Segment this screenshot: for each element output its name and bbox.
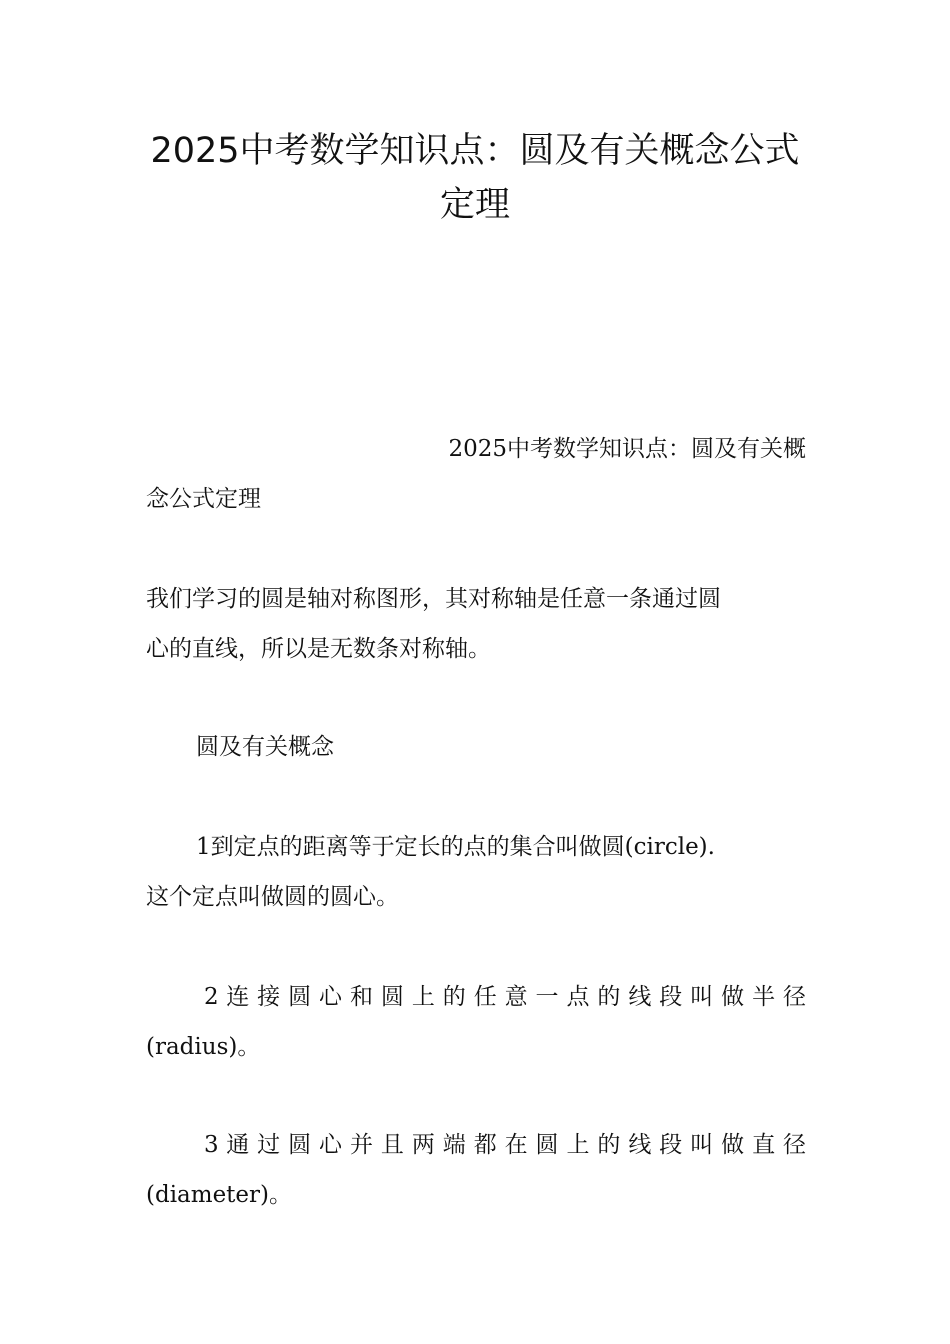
- subtitle-line-2: 念公式定理: [146, 486, 261, 512]
- intro-paragraph: [146, 574, 806, 674]
- page-title-line-1: 2025中考数学知识点：圆及有关概念公式: [150, 131, 800, 171]
- item-2-paragraph: [146, 972, 806, 1072]
- item-2-line-2: (radius)。: [146, 1034, 261, 1060]
- intro-line-1: 我们学习的圆是轴对称图形，其对称轴是任意一条通过圆: [146, 586, 721, 612]
- item-1-paragraph: [146, 822, 806, 922]
- item-1-line-2: 这个定点叫做圆的圆心。: [146, 884, 399, 910]
- intro-line-2: 心的直线，所以是无数条对称轴。: [146, 636, 491, 662]
- subtitle-line-1: 2025中考数学知识点：圆及有关概: [448, 436, 806, 462]
- item-3-paragraph: [146, 1120, 806, 1220]
- page-title-line-2: 定理: [439, 185, 510, 225]
- item-3-line-1: 3 通 过 圆 心 并 且 两 端 都 在 圆 上 的 线 段 叫 做 直 径: [204, 1132, 806, 1158]
- subtitle-paragraph: [146, 424, 806, 524]
- item-2-line-1: 2 连 接 圆 心 和 圆 上 的 任 意 一 点 的 线 段 叫 做 半 径: [204, 984, 806, 1010]
- page-title: [120, 124, 830, 232]
- item-1-line-1: 1到定点的距离等于定长的点的集合叫做圆(circle).: [196, 834, 715, 860]
- item-3-line-2: (diameter)。: [146, 1182, 293, 1208]
- section-heading: 圆及有关概念: [196, 734, 334, 760]
- section-heading-paragraph: [146, 722, 806, 772]
